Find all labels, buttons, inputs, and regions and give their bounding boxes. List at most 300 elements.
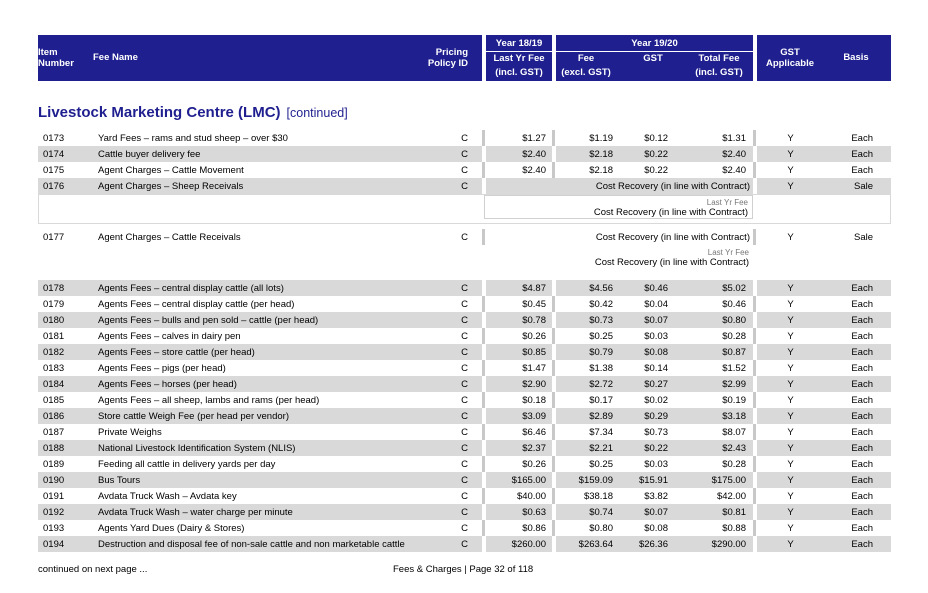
cell-basis: Each <box>851 475 873 486</box>
cell-applicable: Y <box>787 379 794 390</box>
cell-basis: Each <box>851 331 873 342</box>
last-yr-fee-value: Cost Recovery (in line with Contract) <box>593 207 748 218</box>
cell-basis: Each <box>851 523 873 534</box>
cell-basis: Each <box>851 165 873 176</box>
cell-gst: $0.46 <box>644 283 668 294</box>
header-item-number <box>38 47 74 69</box>
table-row <box>38 504 891 520</box>
cell-fee: $0.25 <box>589 459 613 470</box>
cell-gst: $0.08 <box>644 347 668 358</box>
cell-basis: Each <box>851 379 873 390</box>
cell-policy: C <box>461 181 468 192</box>
table-row <box>38 146 891 162</box>
cell-total: $0.80 <box>722 315 746 326</box>
header-basis: Basis <box>843 52 869 63</box>
column-divider <box>753 130 756 146</box>
cell-item: 0183 <box>43 363 65 374</box>
column-divider <box>482 162 485 178</box>
cell-last: $0.86 <box>522 523 546 534</box>
cell-total: $0.28 <box>722 459 746 470</box>
cell-applicable: Y <box>787 232 794 243</box>
cell-item: 0187 <box>43 427 65 438</box>
cell-fee: $7.34 <box>589 427 613 438</box>
cell-gst: $26.36 <box>638 539 668 550</box>
cell-applicable: Y <box>787 181 794 192</box>
header-fee-name: Fee Name <box>93 52 138 63</box>
table-row <box>38 280 891 296</box>
column-divider <box>482 488 485 504</box>
column-divider <box>753 536 757 552</box>
cell-last: $0.78 <box>522 315 546 326</box>
column-divider <box>552 146 556 162</box>
footer-page-number: Fees & Charges | Page 32 of 118 <box>393 564 534 575</box>
cell-gst: $0.08 <box>644 523 668 534</box>
column-divider <box>753 328 756 344</box>
cell-policy: C <box>461 427 468 438</box>
cell-last: $0.45 <box>522 299 546 310</box>
cell-last: $1.47 <box>522 363 546 374</box>
column-divider <box>552 162 555 178</box>
cell-policy: C <box>461 283 468 294</box>
cell-item: 0179 <box>43 299 65 310</box>
cell-name: Agents Fees – central display cattle (all lots) <box>98 283 284 294</box>
header-last-line1: Last Yr Fee <box>493 53 545 64</box>
table-row <box>38 456 891 472</box>
cell-gst: $0.22 <box>644 165 668 176</box>
cell-total: $0.81 <box>722 507 746 518</box>
cell-fee: $0.79 <box>589 347 613 358</box>
cell-gst: $15.91 <box>638 475 668 486</box>
cell-name: Agents Fees – all sheep, lambs and rams (per head) <box>98 395 320 406</box>
cell-policy: C <box>461 395 468 406</box>
cell-basis: Each <box>851 133 873 144</box>
cell-gst: $0.03 <box>644 459 668 470</box>
header-gst-app-line2: Applicable <box>765 58 815 69</box>
cell-applicable: Y <box>787 427 794 438</box>
column-divider <box>552 408 556 424</box>
column-divider <box>552 130 555 146</box>
section-title-text: Livestock Marketing Centre (LMC) <box>38 104 281 121</box>
cell-cost-recovery: Cost Recovery (in line with Contract) <box>595 232 750 243</box>
cell-policy: C <box>461 491 468 502</box>
cell-fee: $263.64 <box>578 539 613 550</box>
header-gst-applicable <box>757 47 823 69</box>
column-divider <box>753 178 757 194</box>
table-row <box>38 376 891 392</box>
cell-name: Feeding all cattle in delivery yards per day <box>98 459 276 470</box>
cell-gst: $0.07 <box>644 315 668 326</box>
column-divider <box>482 229 485 245</box>
cell-fee: $0.42 <box>589 299 613 310</box>
cell-fee: $0.17 <box>589 395 613 406</box>
column-divider <box>753 440 757 456</box>
cell-total: $1.52 <box>722 363 746 374</box>
table-row <box>38 162 891 178</box>
cell-last: $0.26 <box>522 331 546 342</box>
column-divider <box>753 280 757 296</box>
cell-item: 0194 <box>43 539 65 550</box>
last-yr-fee-value: Cost Recovery (in line with Contract) <box>594 257 749 268</box>
table-row <box>38 296 891 312</box>
column-divider <box>753 229 756 245</box>
cell-basis: Each <box>851 443 873 454</box>
cell-item: 0186 <box>43 411 65 422</box>
header-pricing-line2: Policy ID <box>427 58 468 69</box>
cell-total: $0.28 <box>722 331 746 342</box>
header-fee-line1: Fee <box>577 53 595 64</box>
column-divider <box>482 178 486 194</box>
cell-applicable: Y <box>787 347 794 358</box>
cell-total: $0.46 <box>722 299 746 310</box>
last-yr-fee-label: Last Yr Fee <box>706 198 748 207</box>
column-divider <box>753 344 757 360</box>
row-extension <box>38 194 891 224</box>
cell-last: $0.85 <box>522 347 546 358</box>
cell-basis: Each <box>851 411 873 422</box>
column-divider <box>753 504 757 520</box>
cell-total: $0.19 <box>722 395 746 406</box>
cell-basis: Sale <box>853 181 873 192</box>
cell-name: Agents Fees – calves in dairy pen <box>98 331 241 342</box>
cell-total: $2.43 <box>722 443 746 454</box>
cell-name: Agents Fees – bulls and pen sold – cattle (per head) <box>98 315 319 326</box>
cell-basis: Each <box>851 459 873 470</box>
cell-last: $4.87 <box>522 283 546 294</box>
cell-applicable: Y <box>787 283 794 294</box>
cell-last: $2.37 <box>522 443 546 454</box>
column-divider <box>482 296 485 312</box>
table-row <box>38 424 891 440</box>
column-divider <box>552 280 556 296</box>
cell-basis: Each <box>851 283 873 294</box>
cell-last: $0.63 <box>522 507 546 518</box>
column-divider <box>753 162 756 178</box>
cell-item: 0185 <box>43 395 65 406</box>
header-gst-app-line1: GST <box>780 47 800 58</box>
cell-applicable: Y <box>787 539 794 550</box>
table-row <box>38 130 891 146</box>
cell-basis: Each <box>851 363 873 374</box>
column-divider <box>552 376 556 392</box>
header-item-number-line1: Item <box>38 47 58 58</box>
cell-item: 0180 <box>43 315 65 326</box>
column-divider <box>552 424 555 440</box>
cell-policy: C <box>461 411 468 422</box>
cell-policy: C <box>461 133 468 144</box>
cell-policy: C <box>461 149 468 160</box>
cell-total: $175.00 <box>711 475 746 486</box>
cell-applicable: Y <box>787 475 794 486</box>
cell-policy: C <box>461 379 468 390</box>
table-row <box>38 408 891 424</box>
cell-name: Agents Fees – store cattle (per head) <box>98 347 255 358</box>
column-divider <box>552 392 555 408</box>
column-divider <box>552 456 555 472</box>
cell-item: 0192 <box>43 507 65 518</box>
cell-total: $2.40 <box>722 165 746 176</box>
header-fee-line2: (excl. GST) <box>561 67 611 78</box>
cell-item: 0176 <box>43 181 65 192</box>
cell-gst: $0.22 <box>644 443 668 454</box>
column-divider <box>753 146 757 162</box>
table-row <box>38 520 891 536</box>
header-total-fee <box>686 53 752 78</box>
cell-item: 0181 <box>43 331 65 342</box>
cell-item: 0178 <box>43 283 65 294</box>
cell-applicable: Y <box>787 443 794 454</box>
cell-name: Agents Fees – central display cattle (per head) <box>98 299 295 310</box>
column-divider <box>753 296 756 312</box>
header-year-curr: Year 19/20 <box>631 38 678 49</box>
header-item-number-line2: Number <box>38 58 74 69</box>
cell-total: $8.07 <box>722 427 746 438</box>
cell-last: $2.90 <box>522 379 546 390</box>
cell-total: $1.31 <box>722 133 746 144</box>
cell-applicable: Y <box>787 315 794 326</box>
column-divider <box>552 536 556 552</box>
cell-total: $0.87 <box>722 347 746 358</box>
column-divider <box>552 328 555 344</box>
cell-gst: $3.82 <box>644 491 668 502</box>
cell-name: Avdata Truck Wash – water charge per minute <box>98 507 293 518</box>
cell-fee: $159.09 <box>578 475 613 486</box>
cell-applicable: Y <box>787 133 794 144</box>
table-row <box>38 360 891 376</box>
cell-name: Cattle buyer delivery fee <box>98 149 201 160</box>
column-divider <box>482 392 485 408</box>
cell-item: 0184 <box>43 379 65 390</box>
column-divider <box>753 360 756 376</box>
cell-last: $2.40 <box>522 149 546 160</box>
column-divider <box>753 472 757 488</box>
cell-fee: $2.21 <box>589 443 613 454</box>
cell-last: $1.27 <box>522 133 546 144</box>
column-divider <box>552 472 556 488</box>
cell-fee: $4.56 <box>589 283 613 294</box>
column-divider <box>482 424 485 440</box>
cell-last: $2.40 <box>522 165 546 176</box>
cell-policy: C <box>461 475 468 486</box>
column-divider <box>552 440 556 456</box>
header-year-prev: Year 18/19 <box>495 38 543 49</box>
header-hline <box>556 51 753 52</box>
cell-item: 0177 <box>43 232 65 243</box>
header-total-line1: Total Fee <box>698 53 740 64</box>
cell-total: $2.99 <box>722 379 746 390</box>
cell-total: $3.18 <box>722 411 746 422</box>
column-divider <box>753 456 756 472</box>
table-row <box>38 312 891 328</box>
table-row <box>38 328 891 344</box>
cell-total: $290.00 <box>711 539 746 550</box>
cell-policy: C <box>461 299 468 310</box>
cell-item: 0188 <box>43 443 65 454</box>
cell-name: Destruction and disposal fee of non-sale cattle and non marketable cattle <box>98 539 405 550</box>
cell-last: $165.00 <box>511 475 546 486</box>
header-gst: GST <box>643 53 663 64</box>
cell-policy: C <box>461 443 468 454</box>
table-row <box>38 536 891 552</box>
cell-item: 0174 <box>43 149 65 160</box>
column-divider <box>753 376 757 392</box>
column-divider <box>753 520 756 536</box>
table-row <box>38 229 891 245</box>
cell-last: $3.09 <box>522 411 546 422</box>
table-row <box>38 472 891 488</box>
cell-name: Avdata Truck Wash – Avdata key <box>98 491 237 502</box>
cell-applicable: Y <box>787 395 794 406</box>
cell-applicable: Y <box>787 363 794 374</box>
cell-name: Yard Fees – rams and stud sheep – over $30 <box>98 133 288 144</box>
column-divider <box>753 408 757 424</box>
header-last-yr-fee <box>486 53 552 78</box>
column-divider <box>482 456 485 472</box>
cell-policy: C <box>461 507 468 518</box>
header-pricing-line1: Pricing <box>435 47 468 58</box>
column-divider <box>552 360 555 376</box>
cell-applicable: Y <box>787 165 794 176</box>
cell-fee: $38.18 <box>583 491 613 502</box>
cell-gst: $0.29 <box>644 411 668 422</box>
cell-basis: Each <box>851 149 873 160</box>
cell-cost-recovery: Cost Recovery (in line with Contract) <box>595 181 750 192</box>
cell-applicable: Y <box>787 491 794 502</box>
cell-item: 0173 <box>43 133 65 144</box>
cell-basis: Each <box>851 299 873 310</box>
table-row <box>38 488 891 504</box>
cell-fee: $0.80 <box>589 523 613 534</box>
cell-total: $5.02 <box>722 283 746 294</box>
column-divider <box>753 312 757 328</box>
cell-basis: Sale <box>853 232 873 243</box>
table-row <box>38 392 891 408</box>
column-divider <box>552 296 555 312</box>
cell-fee: $1.19 <box>589 133 613 144</box>
cell-name: Agents Yard Dues (Dairy & Stores) <box>98 523 245 534</box>
cell-applicable: Y <box>787 299 794 310</box>
column-divider <box>482 520 485 536</box>
header-fee <box>556 53 616 78</box>
cell-gst: $0.22 <box>644 149 668 160</box>
cell-last: $0.26 <box>522 459 546 470</box>
cell-policy: C <box>461 331 468 342</box>
cell-total: $42.00 <box>716 491 746 502</box>
cell-fee: $1.38 <box>589 363 613 374</box>
cell-item: 0190 <box>43 475 65 486</box>
cell-item: 0189 <box>43 459 65 470</box>
cell-fee: $0.74 <box>589 507 613 518</box>
cell-basis: Each <box>851 315 873 326</box>
column-divider <box>552 312 556 328</box>
cell-total: $0.88 <box>722 523 746 534</box>
cell-name: Agent Charges – Sheep Receivals <box>98 181 244 192</box>
column-divider <box>552 488 555 504</box>
cell-fee: $2.72 <box>589 379 613 390</box>
cell-policy: C <box>461 232 468 243</box>
cell-gst: $0.12 <box>644 133 668 144</box>
cell-basis: Each <box>851 539 873 550</box>
last-yr-fee-label: Last Yr Fee <box>707 248 749 257</box>
column-divider <box>753 488 756 504</box>
cell-item: 0175 <box>43 165 65 176</box>
cell-applicable: Y <box>787 459 794 470</box>
cell-gst: $0.73 <box>644 427 668 438</box>
cell-total: $2.40 <box>722 149 746 160</box>
cell-name: Agent Charges – Cattle Movement <box>98 165 244 176</box>
cell-applicable: Y <box>787 523 794 534</box>
cell-policy: C <box>461 347 468 358</box>
cell-last: $40.00 <box>516 491 546 502</box>
header-total-line2: (incl. GST) <box>695 67 743 78</box>
table-row <box>38 344 891 360</box>
cell-gst: $0.02 <box>644 395 668 406</box>
cell-fee: $2.89 <box>589 411 613 422</box>
cell-name: Bus Tours <box>98 475 141 486</box>
table-row <box>38 440 891 456</box>
cell-last: $260.00 <box>511 539 546 550</box>
cell-fee: $2.18 <box>589 149 613 160</box>
cell-policy: C <box>461 165 468 176</box>
cell-name: Store cattle Weigh Fee (per head per vendor) <box>98 411 289 422</box>
cell-policy: C <box>461 315 468 326</box>
cell-policy: C <box>461 539 468 550</box>
cell-basis: Each <box>851 507 873 518</box>
cell-gst: $0.04 <box>644 299 668 310</box>
cell-fee: $0.25 <box>589 331 613 342</box>
header-last-line2: (incl. GST) <box>495 67 543 78</box>
section-continued: [continued] <box>286 106 348 120</box>
cell-basis: Each <box>851 395 873 406</box>
cell-applicable: Y <box>787 331 794 342</box>
cell-gst: $0.07 <box>644 507 668 518</box>
cell-item: 0182 <box>43 347 65 358</box>
column-divider <box>753 424 756 440</box>
section-title <box>38 104 348 121</box>
cell-name: Agents Fees – pigs (per head) <box>98 363 226 374</box>
cell-fee: $0.73 <box>589 315 613 326</box>
last-yr-fee-note <box>484 195 753 219</box>
cell-fee: $2.18 <box>589 165 613 176</box>
table-row <box>38 178 891 194</box>
cell-gst: $0.14 <box>644 363 668 374</box>
cell-gst: $0.03 <box>644 331 668 342</box>
column-divider <box>552 504 556 520</box>
cell-name: Agents Fees – horses (per head) <box>98 379 237 390</box>
column-divider <box>552 520 555 536</box>
header-pricing-policy <box>418 47 468 69</box>
cell-last: $6.46 <box>522 427 546 438</box>
cell-basis: Each <box>851 491 873 502</box>
cell-item: 0191 <box>43 491 65 502</box>
cell-basis: Each <box>851 347 873 358</box>
cell-policy: C <box>461 523 468 534</box>
table-header <box>38 35 891 81</box>
cell-gst: $0.27 <box>644 379 668 390</box>
column-divider <box>753 392 756 408</box>
footer-continued: continued on next page ... <box>38 564 148 575</box>
last-yr-fee-note <box>484 246 753 270</box>
cell-policy: C <box>461 363 468 374</box>
cell-item: 0193 <box>43 523 65 534</box>
column-divider <box>552 344 556 360</box>
header-hline <box>486 51 552 52</box>
cell-policy: C <box>461 459 468 470</box>
column-divider <box>482 360 485 376</box>
cell-last: $0.18 <box>522 395 546 406</box>
column-divider <box>482 130 485 146</box>
cell-name: Private Weighs <box>98 427 162 438</box>
cell-name: Agent Charges – Cattle Receivals <box>98 232 241 243</box>
